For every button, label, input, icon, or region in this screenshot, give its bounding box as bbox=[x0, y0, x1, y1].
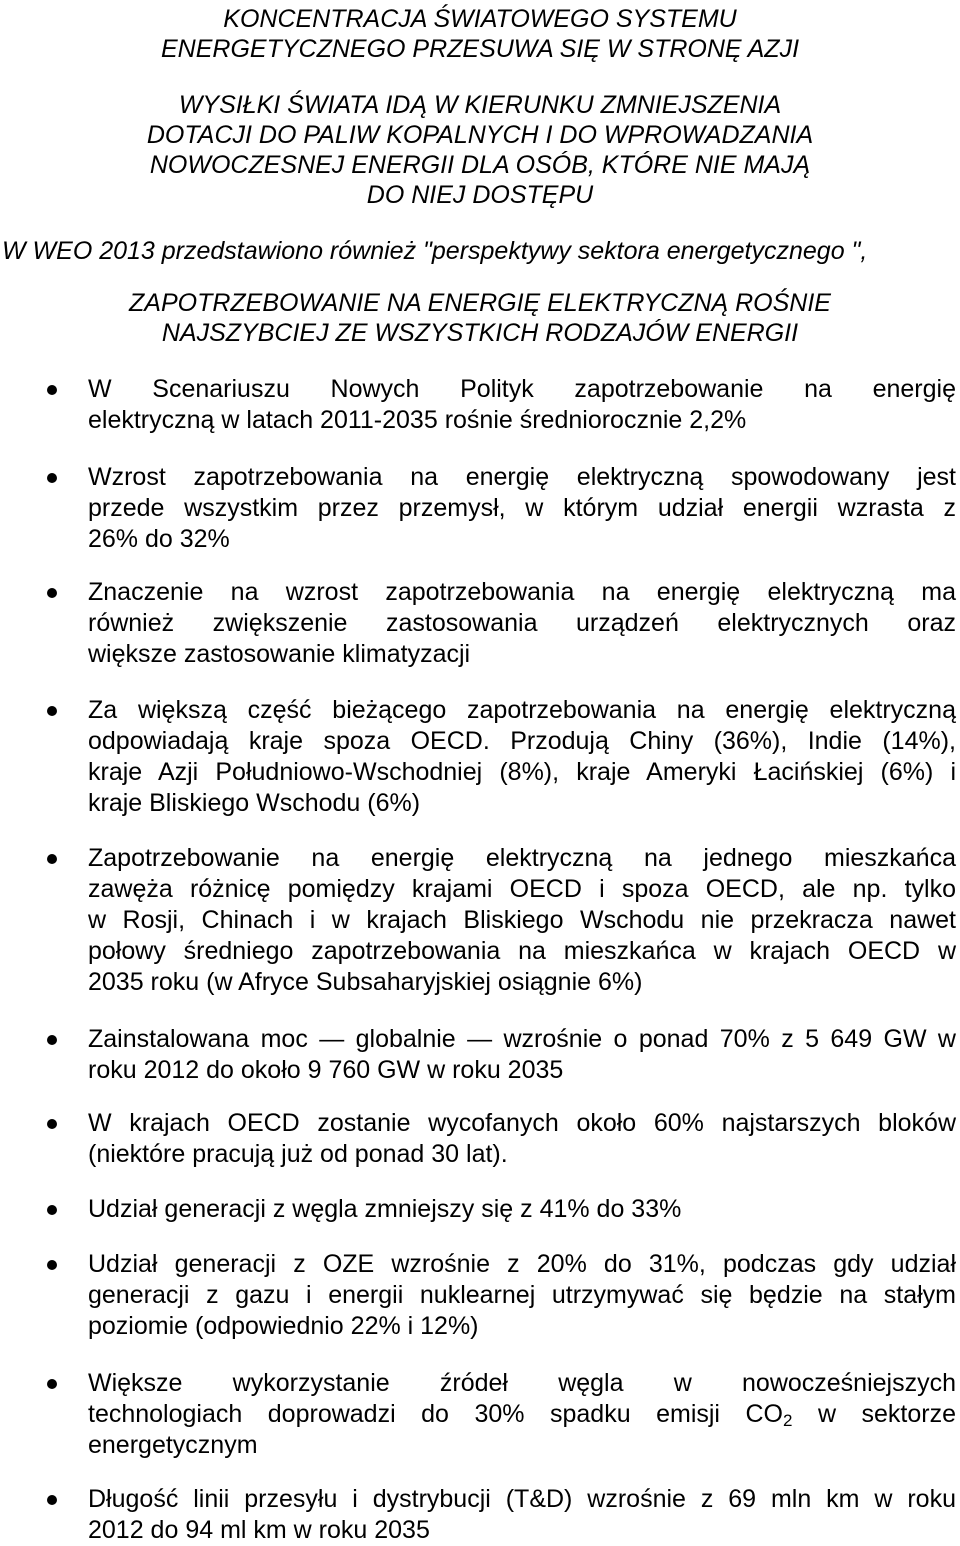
heading-concentration-line-1: KONCENTRACJA ŚWIATOWEGO SYSTEMU bbox=[223, 5, 737, 33]
bullet-icon bbox=[47, 385, 57, 395]
text-line: Znaczenie na wzrost zapotrzebowania na energię elektryczną ma bbox=[88, 578, 956, 606]
text-line: Większe wykorzystanie źródeł węgla w nowocześniejszych bbox=[88, 1369, 956, 1397]
bullet-icon bbox=[47, 706, 57, 716]
text-line: Długość linii przesyłu i dystrybucji (T&D) wzrośnie z 69 mln km w roku bbox=[88, 1485, 956, 1513]
list-item-text bbox=[88, 1024, 956, 1086]
heading-subsidies-line-2: DOTACJI DO PALIW KOPALNYCH I DO WPROWADZANIA bbox=[146, 121, 814, 149]
heading-concentration-line-2: ENERGETYCZNEGO PRZESUWA SIĘ W STRONĘ AZJI bbox=[160, 35, 800, 63]
bullet-icon bbox=[47, 1495, 57, 1505]
subscript: 2 bbox=[782, 1411, 793, 1430]
text-line: elektryczną w latach 2011-2035 rośnie średniorocznie 2,2% bbox=[88, 406, 747, 434]
text-line: generacji z gazu i energii nuklearnej utrzymywać się będzie na stałym bbox=[88, 1281, 956, 1309]
text-line: kraje Azji Południowo-Wschodniej (8%), kraje Ameryki Łacińskiej (6%) i bbox=[88, 758, 956, 786]
text-line: Zapotrzebowanie na energię elektryczną na jednego mieszkańca bbox=[88, 844, 956, 872]
text-line: energetycznym bbox=[88, 1431, 258, 1459]
text-line: 26% do 32% bbox=[88, 525, 230, 553]
text-line: w Rosji, Chinach i w krajach Bliskiego Wschodu nie przekracza nawet bbox=[88, 906, 956, 934]
text-line: połowy średniego zapotrzebowania na mieszkańca w krajach OECD w bbox=[88, 937, 956, 965]
list-item-text bbox=[88, 1368, 956, 1461]
text-line: większe zastosowanie klimatyzacji bbox=[88, 640, 471, 668]
heading-electricity-demand-line-1: ZAPOTRZEBOWANIE NA ENERGIĘ ELEKTRYCZNĄ ROŚNIE bbox=[129, 289, 831, 317]
list-item-text bbox=[88, 1194, 956, 1225]
bullet-icon bbox=[47, 1119, 57, 1129]
bullet-icon bbox=[47, 1260, 57, 1270]
text-line: 2035 roku (w Afryce Subsaharyjskiej osiągnie 6%) bbox=[88, 968, 643, 996]
list-item-text bbox=[88, 462, 956, 555]
text-line: Udział generacji z węgla zmniejszy się z 41% do 33% bbox=[88, 1195, 682, 1223]
bullet-icon bbox=[47, 1035, 57, 1045]
bullet-icon bbox=[47, 473, 57, 483]
text-line: W Scenariuszu Nowych Polityk zapotrzebowanie na energię bbox=[88, 375, 956, 403]
heading-subsidies-line-1: WYSIŁKI ŚWIATA IDĄ W KIERUNKU ZMNIEJSZENIA bbox=[178, 91, 782, 119]
text-line: W krajach OECD zostanie wycofanych około 60% najstarszych bloków bbox=[88, 1109, 956, 1137]
heading-subsidies-line-4: DO NIEJ DOSTĘPU bbox=[366, 181, 594, 209]
list-item-text bbox=[88, 843, 956, 998]
text-line: roku 2012 do około 9 760 GW w roku 2035 bbox=[88, 1056, 564, 1084]
text-line: przede wszystkim przez przemysł, w którym udział energii wzrasta z bbox=[88, 494, 956, 522]
list-item-text bbox=[88, 1108, 956, 1170]
text-line: zawęża różnicę pomiędzy krajami OECD i spoza OECD, ale np. tylko bbox=[88, 875, 956, 903]
list-item-text bbox=[88, 577, 956, 670]
text-line: Za większą część bieżącego zapotrzebowania na energię elektryczną bbox=[88, 696, 956, 724]
text-line bbox=[88, 1399, 956, 1430]
bullet-icon bbox=[47, 588, 57, 598]
heading-subsidies bbox=[0, 90, 960, 210]
text-fragment: w sektorze bbox=[792, 1400, 956, 1428]
text-line: (niektóre pracują już od ponad 30 lat). bbox=[88, 1140, 508, 1168]
list-item-text bbox=[88, 374, 956, 436]
bullet-icon bbox=[47, 1205, 57, 1215]
text-line: 2012 do 94 ml km w roku 2035 bbox=[88, 1516, 430, 1544]
text-line: również zwiększenie zastosowania urządzeń elektrycznych oraz bbox=[88, 609, 956, 637]
list-item-text bbox=[88, 1484, 956, 1546]
text-line: odpowiadają kraje spoza OECD. Przodują Chiny (36%), Indie (14%), bbox=[88, 727, 956, 755]
text-fragment: technologiach doprowadzi do 30% spadku emisji CO bbox=[88, 1400, 783, 1428]
text-line: Zainstalowana moc — globalnie — wzrośnie o ponad 70% z 5 649 GW w bbox=[88, 1025, 956, 1053]
text-line: Udział generacji z OZE wzrośnie z 20% do 31%, podczas gdy udział bbox=[88, 1250, 956, 1278]
list-item-text bbox=[88, 695, 956, 819]
list-item-text bbox=[88, 1249, 956, 1342]
bullet-icon bbox=[47, 854, 57, 864]
text-line: Wzrost zapotrzebowania na energię elektryczną spowodowany jest bbox=[88, 463, 956, 491]
heading-subsidies-line-3: NOWOCZESNEJ ENERGII DLA OSÓB, KTÓRE NIE MAJĄ bbox=[149, 151, 811, 179]
text-line: poziomie (odpowiednio 22% i 12%) bbox=[88, 1312, 479, 1340]
text-line: kraje Bliskiego Wschodu (6%) bbox=[88, 789, 421, 817]
intro-text: W WEO 2013 przedstawiono również "perspektywy sektora energetycznego ", bbox=[2, 237, 868, 265]
heading-electricity-demand-line-2: NAJSZYBCIEJ ZE WSZYSTKICH RODZAJÓW ENERGII bbox=[161, 319, 799, 347]
heading-electricity-demand bbox=[0, 288, 960, 348]
bullet-icon bbox=[47, 1379, 57, 1389]
heading-concentration bbox=[0, 4, 960, 64]
